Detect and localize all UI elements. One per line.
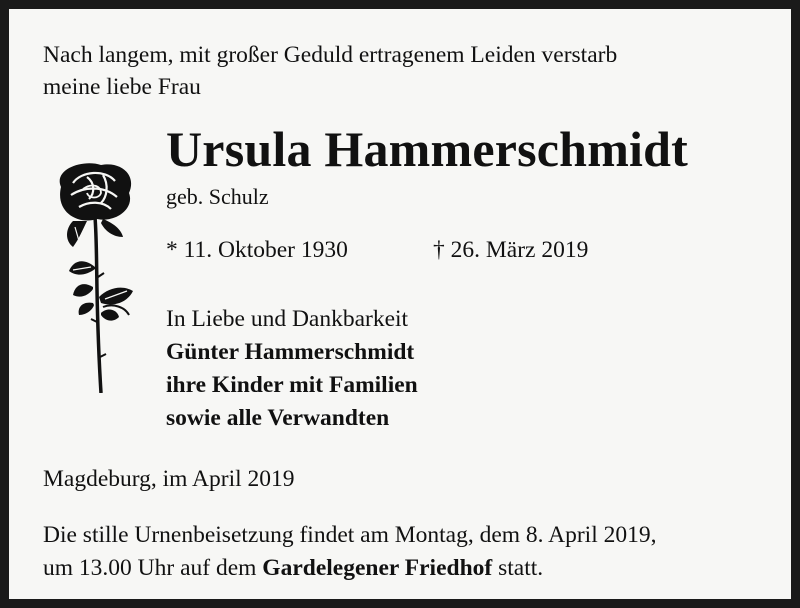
mourners-line-2: Günter Hammerschmidt (166, 339, 415, 365)
intro-line-2: meine liebe Frau (43, 74, 201, 100)
maiden-name: geb. Schulz (166, 184, 269, 209)
notice-part-2: um 13.00 Uhr auf dem (43, 555, 257, 581)
notice-location: Gardelegener Friedhof (262, 555, 493, 581)
birth-date: * 11. Oktober 1930 (166, 237, 348, 263)
deceased-name: Ursula Hammerschmidt (166, 121, 688, 177)
notice-part-1: Die stille Urnenbeisetzung findet am Montag, dem 8. April 2019, (43, 522, 657, 548)
mourners-line-4: sowie alle Verwandten (166, 405, 390, 431)
mourners-block (166, 303, 418, 435)
place-date: Magdeburg, im April 2019 (43, 466, 295, 492)
rose-icon (43, 157, 155, 393)
mourners-line-3: ihre Kinder mit Familien (166, 372, 418, 398)
mourners-line-1: In Liebe und Dankbarkeit (166, 306, 409, 332)
death-date: † 26. März 2019 (433, 237, 589, 263)
intro-line-1: Nach langem, mit großer Geduld ertragenem Leiden verstarb (43, 42, 618, 68)
intro-text (43, 39, 778, 103)
notice-part-3: statt. (498, 555, 544, 581)
burial-notice (43, 519, 783, 585)
